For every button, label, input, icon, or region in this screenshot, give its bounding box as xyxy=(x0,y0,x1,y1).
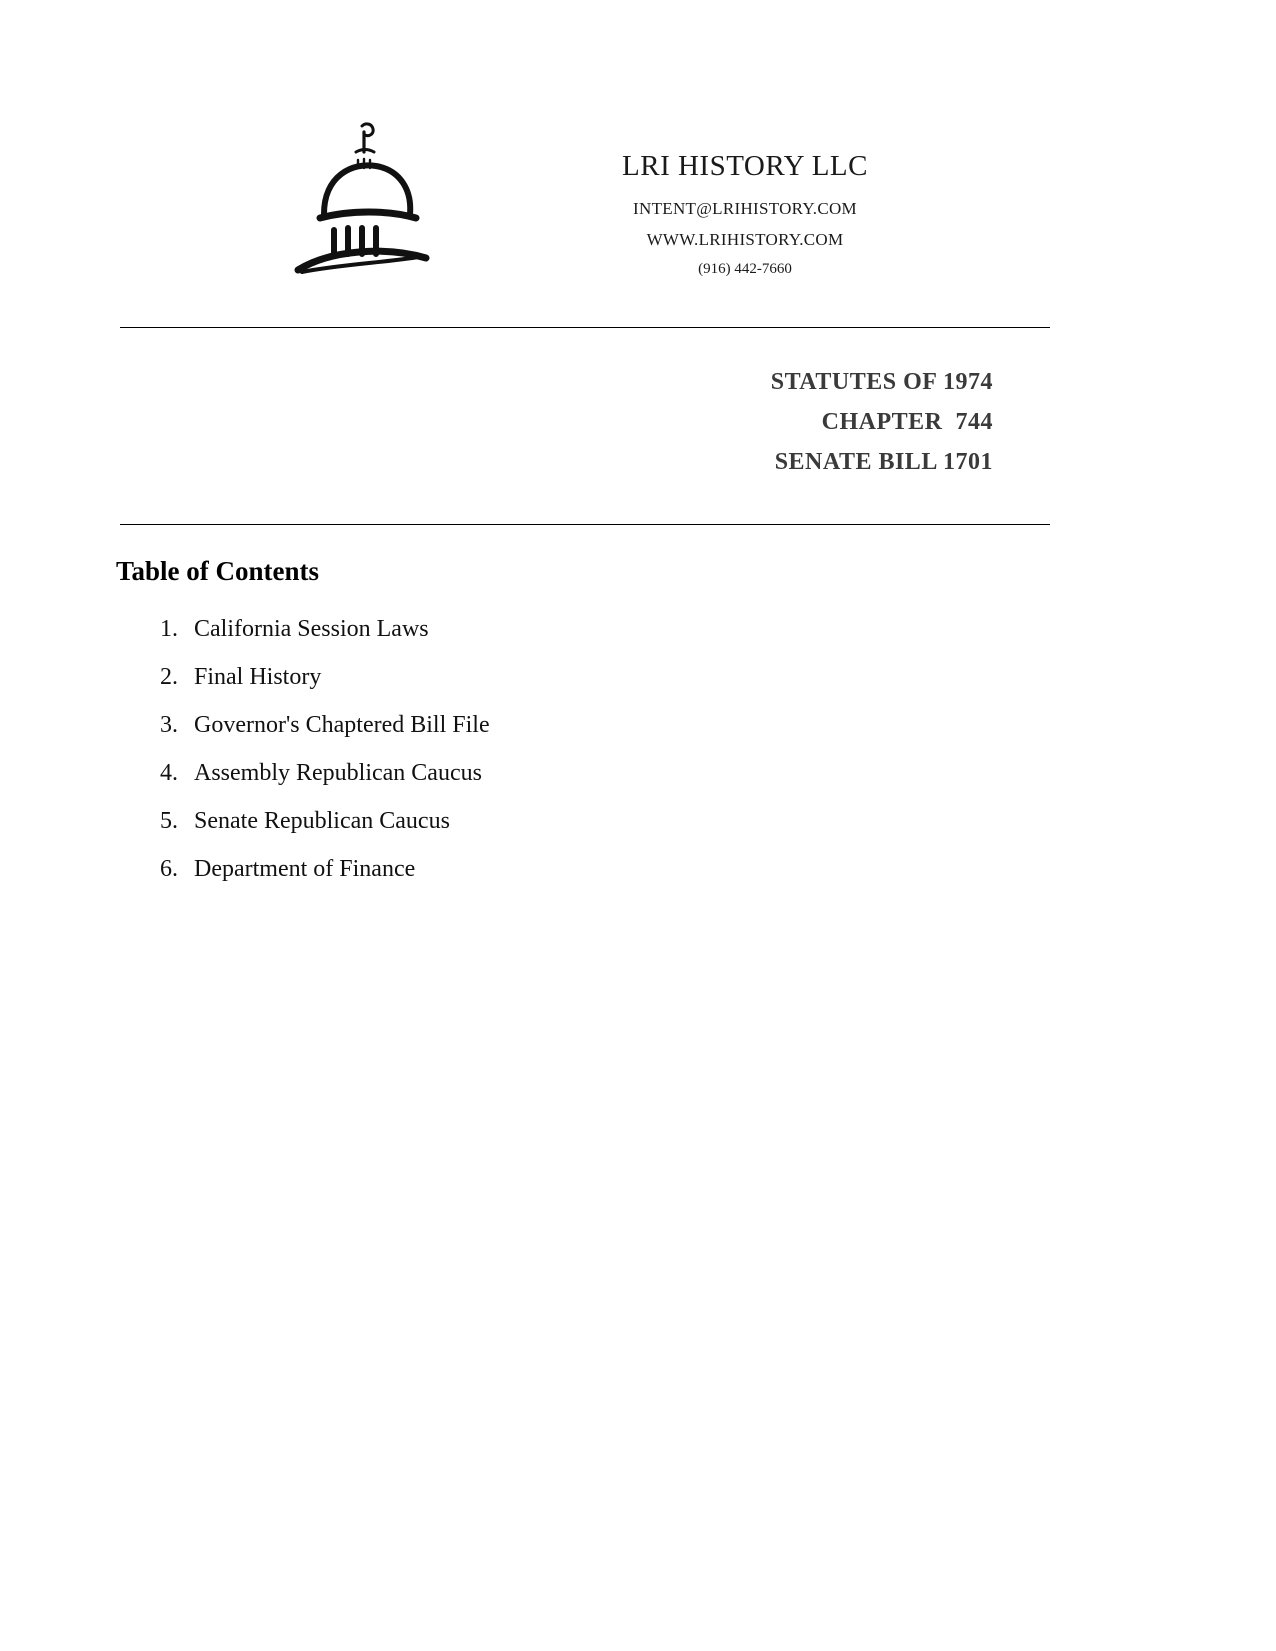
list-item-label: Senate Republican Caucus xyxy=(194,808,450,834)
capitol-dome-icon xyxy=(290,118,465,278)
list-item xyxy=(140,616,900,664)
org-email: INTENT@LRIHISTORY.COM xyxy=(633,199,857,218)
letterhead xyxy=(0,118,1276,278)
list-item-number: 1. xyxy=(160,616,178,642)
list-item-number: 2. xyxy=(160,664,178,690)
list-item-label: Governor's Chaptered Bill File xyxy=(194,712,490,738)
org-name: LRI HISTORY LLC xyxy=(622,150,868,182)
bill-heading xyxy=(120,362,993,482)
list-item xyxy=(140,856,900,904)
org-website: WWW.LRIHISTORY.COM xyxy=(646,230,844,249)
list-item-label: Assembly Republican Caucus xyxy=(194,760,482,786)
list-item-number: 6. xyxy=(160,856,178,882)
list-item-label: California Session Laws xyxy=(194,616,429,642)
list-item xyxy=(140,808,900,856)
list-item xyxy=(140,712,900,760)
statutes-year: STATUTES OF 1974 xyxy=(770,369,993,395)
list-item xyxy=(140,760,900,808)
chapter-number: CHAPTER 744 xyxy=(821,409,993,435)
table-of-contents-list xyxy=(140,616,900,904)
bill-number: SENATE BILL 1701 xyxy=(774,449,993,475)
list-item-number: 5. xyxy=(160,808,178,834)
list-item-number: 3. xyxy=(160,712,178,738)
list-item-label: Department of Finance xyxy=(194,856,416,882)
list-item xyxy=(140,664,900,712)
divider-bottom xyxy=(120,524,1050,525)
org-info xyxy=(495,118,995,278)
list-item-label: Final History xyxy=(194,664,322,690)
divider-top xyxy=(120,327,1050,328)
page-title: Table of Contents xyxy=(116,556,320,586)
org-phone: (916) 442-7660 xyxy=(698,261,792,277)
list-item-number: 4. xyxy=(160,760,178,786)
